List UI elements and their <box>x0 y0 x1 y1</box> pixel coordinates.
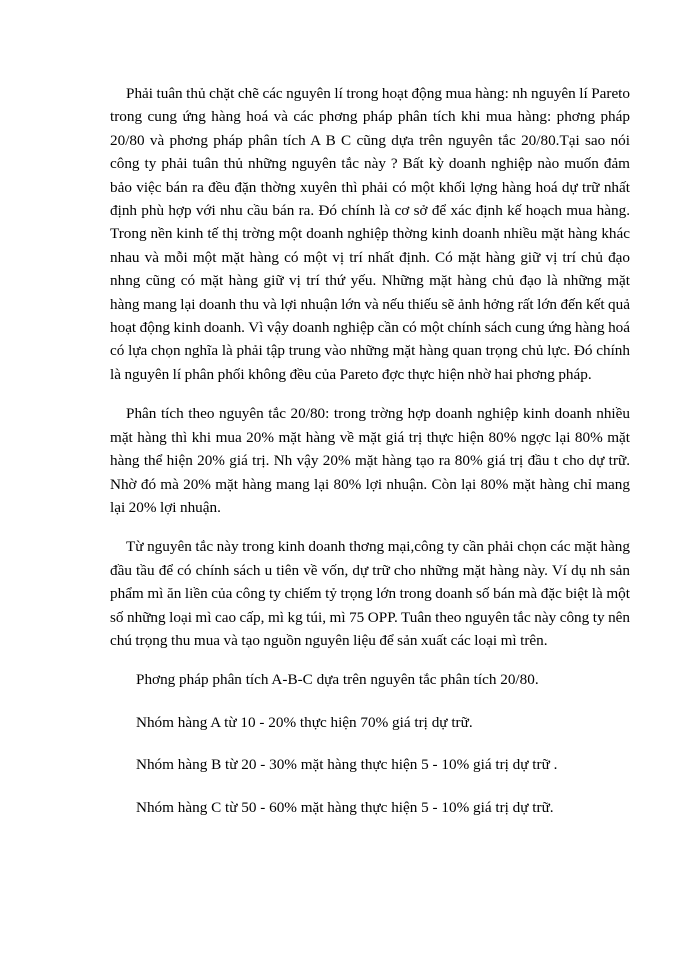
line-abc-method: Phơng pháp phân tích A-B-C dựa trên nguyên tắc phân tích 20/80. <box>136 671 539 689</box>
document-body <box>110 82 630 838</box>
line-group-c: Nhóm hàng C từ 50 - 60% mặt hàng thực hiện 5 - 10% giá trị dự trữ. <box>136 798 554 816</box>
paragraph-20-80-analysis: Phân tích theo nguyên tắc 20/80: trong trờng hợp doanh nghiệp kinh doanh nhiều mặt hàng thì khi mua 20% mặt hàng về mặt giá trị thực hiện 80% ngợc lại 80% mặt hàng thể hiện 20% giá trị. Nh vậy 20% mặt hàng tạo ra 80% giá trị đầu t cho dự trữ. Nhờ đó mà 20% mặt hàng mang lại 80% lợi nhuận. Còn lại 80% mặt hàng chỉ mang lại 20% lợi nhuận. <box>110 405 630 516</box>
line-group-b: Nhóm hàng B từ 20 - 30% mặt hàng thực hiện 5 - 10% giá trị dự trữ . <box>136 756 558 774</box>
paragraph-pareto-principle: Phải tuân thủ chặt chẽ các nguyên lí trong hoạt động mua hàng: nh nguyên lí Pareto trong cung ứng hàng hoá và các phơng pháp phân tích khi mua hàng: phơng pháp 20/80 và phơng pháp phân tích A B C cũng dựa trên nguyên tắc 20/80.Tại sao nói công ty phải tuân thủ những nguyên tắc này ? Bất kỳ doanh nghiệp nào muốn đảm bảo việc bán ra đều đặn thờng xuyên thì phải có một khối lợng hàng hoá dự trữ nhất định phù hợp với nhu cầu bán ra. Đó chính là cơ sở để xác định kế hoạch mua hàng. Trong nền kinh tế thị trờng một doanh nghiệp thờng kinh doanh nhiều mặt hàng khác nhau và mỗi một mặt hàng có một vị trí nhất định. Có mặt hàng giữ vị trí chủ đạo nhng cũng có mặt hàng giữ vị trí thứ yếu. Những mặt hàng chủ đạo là những mặt hàng mang lại doanh thu và lợi nhuận lớn và nếu thiếu sẽ ảnh hởng rất lớn đến kết quả hoạt động kinh doanh. Vì vậy doanh nghiệp cần có một chính sách cung ứng hàng hoá có lựa chọn nghĩa là phải tập trung vào những mặt hàng quan trọng chủ lực. Đó chính là nguyên lí phân phối không đều của Pareto đợc thực hiện nhờ hai phơng pháp. <box>110 85 630 383</box>
line-group-a: Nhóm hàng A từ 10 - 20% thực hiện 70% giá trị dự trữ. <box>136 713 473 731</box>
paragraph-company-application: Từ nguyên tắc này trong kinh doanh thơng mại,công ty cần phải chọn các mặt hàng đầu tầu để có chính sách u tiên về vốn, dự trữ cho những mặt hàng này. Ví dụ nh sản phẩm mì ăn liền của công ty chiếm tỷ trọng lớn trong doanh số bán mà đặc biệt là một số những loại mì cao cấp, mì kg túi, mì 75 OPP. Tuân theo nguyên tắc này công ty nên chú trọng thu mua và tạo nguồn nguyên liệu để sản xuất các loại mì trên. <box>110 538 630 649</box>
